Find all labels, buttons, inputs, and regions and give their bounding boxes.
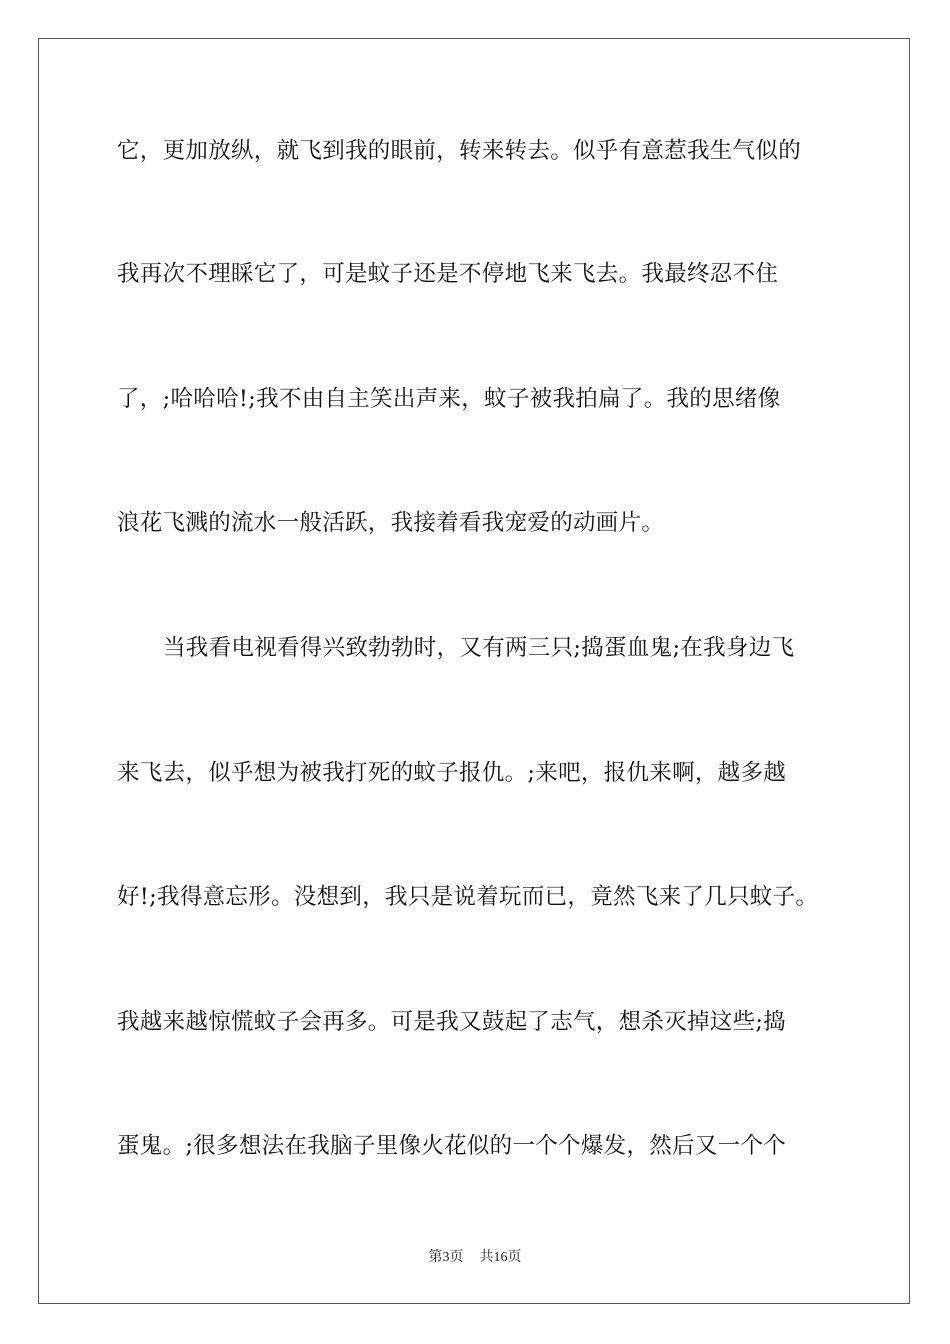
body-text-line-1: 它，更加放纵，就飞到我的眼前，转来转去。似乎有意惹我生气似的 xyxy=(117,138,802,164)
body-text-line-5: 当我看电视看得兴致勃勃时，又有两三只;捣蛋血鬼;在我身边飞 xyxy=(163,635,795,661)
body-text-line-9: 蛋鬼。;很多想法在我脑子里像火花似的一个个爆发，然后又一个个 xyxy=(117,1133,787,1159)
body-text-line-4: 浪花飞溅的流水一般活跃，我接着看我宠爱的动画片。 xyxy=(117,510,665,536)
body-text-line-2: 我再次不理睬它了，可是蚊子还是不停地飞来飞去。我最终忍不住 xyxy=(117,261,779,287)
page-footer xyxy=(0,1246,950,1266)
body-text-line-3: 了，;哈哈哈!;我不由自主笑出声来，蚊子被我拍扁了。我的思绪像 xyxy=(117,386,781,412)
page-number: 第3页 xyxy=(428,1250,464,1265)
page-border xyxy=(38,38,910,1304)
body-text-line-7: 好!;我得意忘形。没想到，我只是说着玩而已，竟然飞来了几只蚊子。 xyxy=(117,884,819,910)
total-pages: 共16页 xyxy=(479,1250,522,1265)
body-text-line-8: 我越来越惊慌蚊子会再多。可是我又鼓起了志气，想杀灭掉这些;捣 xyxy=(117,1009,787,1035)
body-text-line-6: 来飞去，似乎想为被我打死的蚊子报仇。;来吧，报仇来啊，越多越 xyxy=(117,760,787,786)
